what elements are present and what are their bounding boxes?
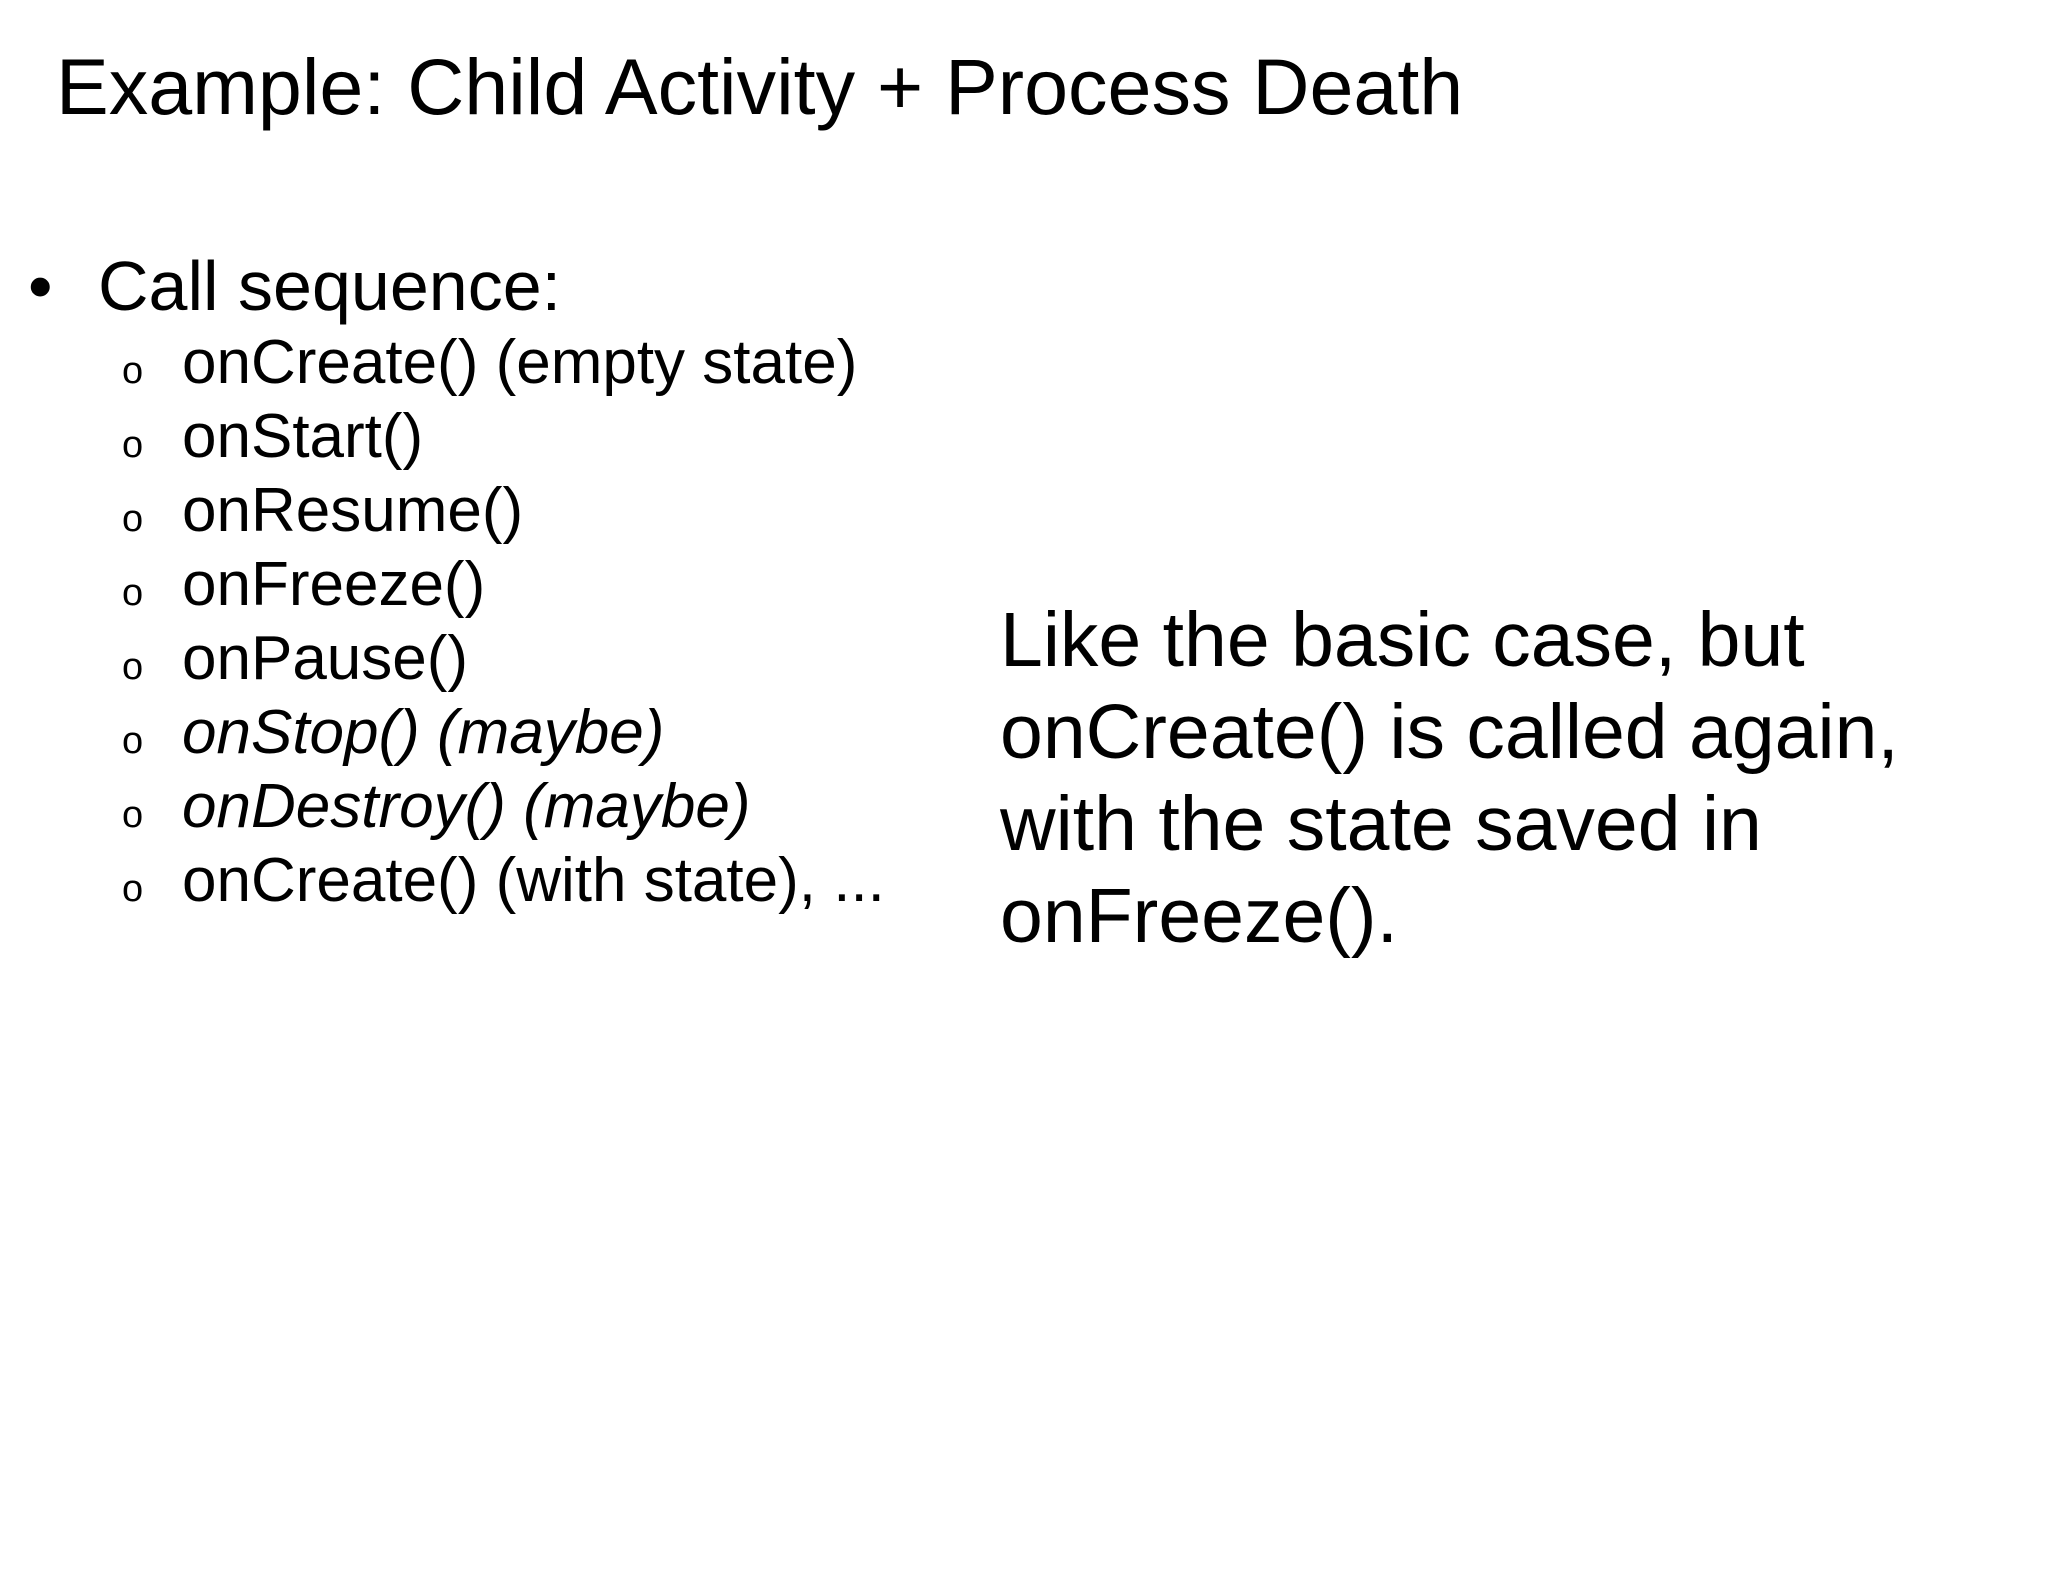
call-sequence-label: Call sequence: xyxy=(98,247,562,325)
list-item-text: onCreate() (with state), ... xyxy=(182,846,885,915)
side-note xyxy=(1000,594,2000,962)
side-note-line: with the state saved in xyxy=(1000,781,1762,867)
sub-bullet-marker: o xyxy=(122,497,144,540)
sub-bullet-marker: o xyxy=(122,349,144,392)
list-item xyxy=(122,622,885,696)
list-item xyxy=(122,696,885,770)
list-item-text: onPause() xyxy=(182,624,469,693)
list-item xyxy=(122,474,885,548)
list-item-text: onStart() xyxy=(182,402,424,471)
list-item xyxy=(122,326,885,400)
list-item xyxy=(122,400,885,474)
call-sequence-bullet xyxy=(28,246,561,327)
slide-title: Example: Child Activity + Process Death xyxy=(56,42,1464,131)
list-item-text: onResume() xyxy=(182,476,524,545)
bullet-marker: • xyxy=(28,247,53,325)
list-item xyxy=(122,770,885,844)
side-note-line: onFreeze(). xyxy=(1000,873,1398,959)
list-item-text: onStop() (maybe) xyxy=(182,698,665,767)
call-sequence-list xyxy=(122,326,885,918)
list-item-text: onDestroy() (maybe) xyxy=(182,772,751,841)
sub-bullet-marker: o xyxy=(122,423,144,466)
side-note-line: Like the basic case, but xyxy=(1000,597,1805,683)
list-item-text: onFreeze() xyxy=(182,550,486,619)
sub-bullet-marker: o xyxy=(122,793,144,836)
list-item xyxy=(122,844,885,918)
sub-bullet-marker: o xyxy=(122,571,144,614)
list-item-text: onCreate() (empty state) xyxy=(182,328,858,397)
side-note-line: onCreate() is called again, xyxy=(1000,689,1899,775)
sub-bullet-marker: o xyxy=(122,719,144,762)
list-item xyxy=(122,548,885,622)
sub-bullet-marker: o xyxy=(122,867,144,910)
sub-bullet-marker: o xyxy=(122,645,144,688)
